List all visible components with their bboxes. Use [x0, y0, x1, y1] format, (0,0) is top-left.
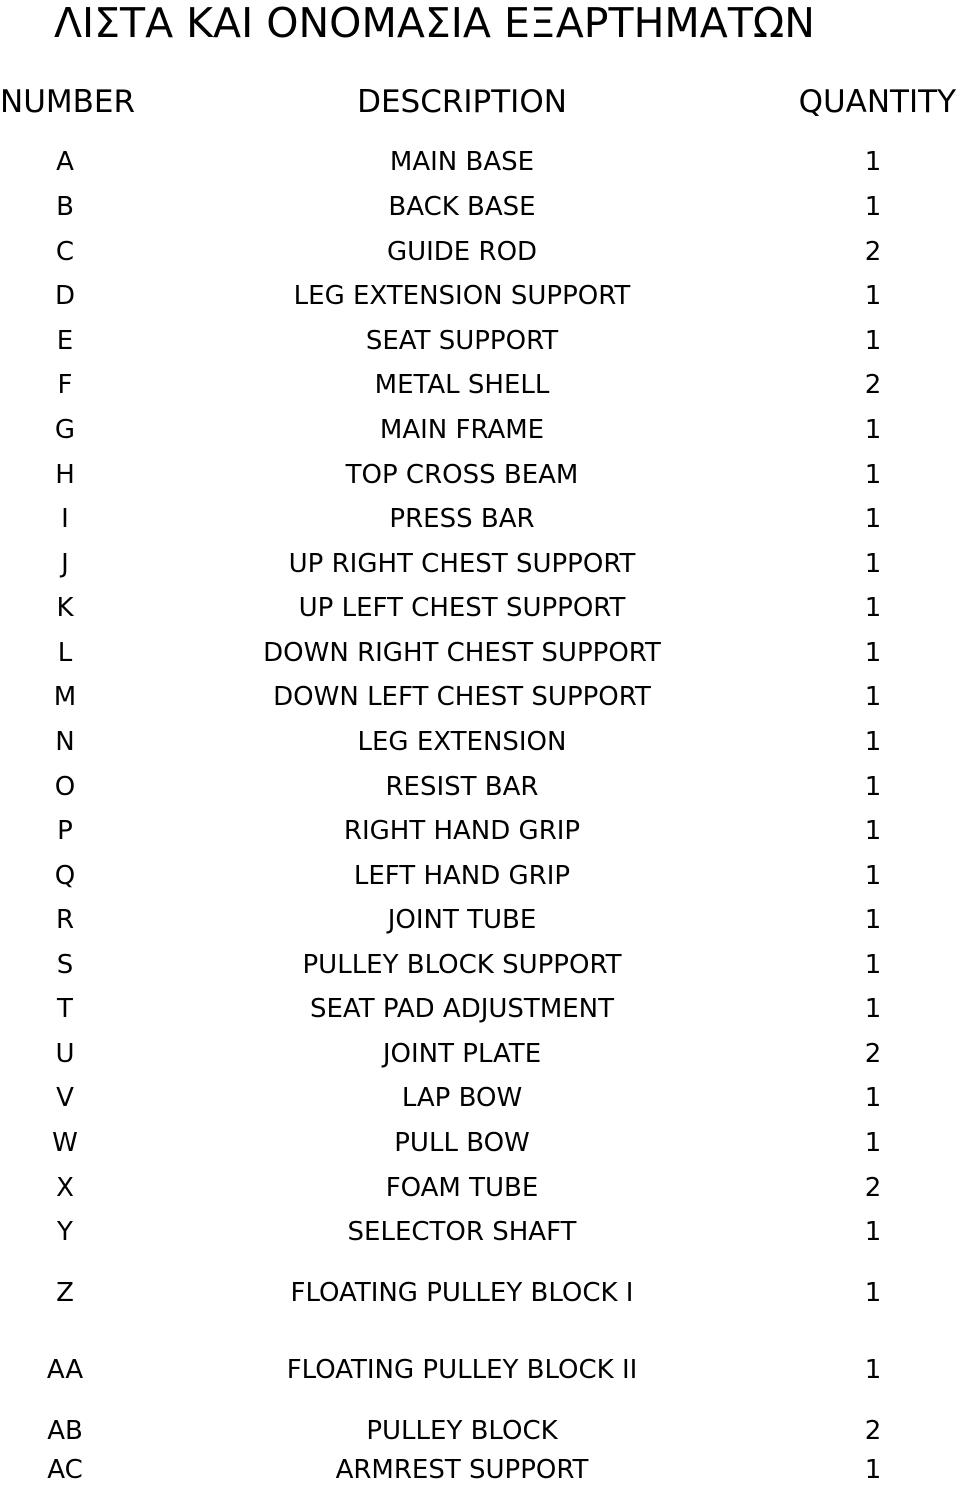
- part-quantity: 1: [864, 415, 882, 445]
- table-row: [0, 144, 960, 180]
- part-number: F: [57, 370, 73, 400]
- part-number: B: [56, 192, 74, 222]
- part-description: FOAM TUBE: [385, 1173, 539, 1203]
- table-row: [0, 1452, 960, 1488]
- table-row: [0, 813, 960, 849]
- part-number: AB: [47, 1416, 83, 1446]
- part-description: MAIN BASE: [389, 147, 535, 177]
- column-header-number: NUMBER: [0, 84, 136, 120]
- part-description: FLOATING PULLEY BLOCK II: [286, 1355, 638, 1385]
- part-description: UP RIGHT CHEST SUPPORT: [288, 549, 636, 579]
- part-description: SELECTOR SHAFT: [347, 1217, 577, 1247]
- part-quantity: 1: [864, 593, 882, 623]
- part-description: FLOATING PULLEY BLOCK I: [290, 1278, 634, 1308]
- part-number: P: [57, 816, 73, 846]
- part-number: N: [55, 727, 75, 757]
- part-number: K: [56, 593, 74, 623]
- part-number: U: [55, 1039, 75, 1069]
- part-quantity: 1: [864, 1128, 882, 1158]
- part-quantity: 1: [864, 1217, 882, 1247]
- table-row: [0, 1080, 960, 1116]
- table-row: [0, 724, 960, 760]
- part-number: O: [54, 772, 76, 802]
- part-quantity: 1: [864, 861, 882, 891]
- part-description: LEFT HAND GRIP: [353, 861, 571, 891]
- part-quantity: 1: [864, 1278, 882, 1308]
- table-row: [0, 947, 960, 983]
- part-description: RESIST BAR: [385, 772, 539, 802]
- part-number: I: [61, 504, 69, 534]
- table-row: [0, 1036, 960, 1072]
- part-description: LAP BOW: [401, 1083, 523, 1113]
- part-quantity: 1: [864, 460, 882, 490]
- part-number: R: [55, 905, 75, 935]
- table-row: [0, 234, 960, 270]
- part-quantity: 1: [864, 1083, 882, 1113]
- part-description: UP LEFT CHEST SUPPORT: [298, 593, 626, 623]
- part-number: Q: [54, 861, 76, 891]
- table-row: [0, 1275, 960, 1311]
- part-quantity: 1: [864, 994, 882, 1024]
- table-row: [0, 590, 960, 626]
- table-row: [0, 1170, 960, 1206]
- part-description: ARMREST SUPPORT: [335, 1455, 589, 1485]
- part-quantity: 1: [864, 549, 882, 579]
- part-description: JOINT PLATE: [382, 1039, 542, 1069]
- table-row: [0, 1125, 960, 1161]
- table-row: [0, 769, 960, 805]
- table-row: [0, 635, 960, 671]
- part-quantity: 1: [864, 192, 882, 222]
- part-description: PULLEY BLOCK SUPPORT: [302, 950, 622, 980]
- part-description: JOINT TUBE: [387, 905, 537, 935]
- table-row: [0, 278, 960, 314]
- column-header-description: DESCRIPTION: [357, 84, 567, 120]
- part-description: SEAT PAD ADJUSTMENT: [309, 994, 615, 1024]
- part-description: MAIN FRAME: [379, 415, 545, 445]
- table-row: [0, 1214, 960, 1250]
- part-quantity: 1: [864, 905, 882, 935]
- table-row: [0, 991, 960, 1027]
- table-row: [0, 367, 960, 403]
- part-description: METAL SHELL: [374, 370, 550, 400]
- part-number: D: [54, 281, 76, 311]
- table-row: [0, 501, 960, 537]
- column-header-quantity: QUANTITY: [798, 84, 956, 120]
- part-quantity: 2: [864, 237, 882, 267]
- part-number: T: [57, 994, 73, 1024]
- part-description: GUIDE ROD: [386, 237, 538, 267]
- part-quantity: 1: [864, 326, 882, 356]
- part-number: X: [56, 1173, 74, 1203]
- part-number: A: [56, 147, 74, 177]
- part-description: LEG EXTENSION SUPPORT: [293, 281, 631, 311]
- part-number: E: [56, 326, 74, 356]
- part-number: AC: [47, 1455, 83, 1485]
- part-description: DOWN LEFT CHEST SUPPORT: [273, 682, 651, 712]
- table-row: [0, 412, 960, 448]
- table-row: [0, 323, 960, 359]
- part-number: H: [55, 460, 75, 490]
- part-description: LEG EXTENSION: [357, 727, 567, 757]
- part-number: Z: [56, 1278, 74, 1308]
- table-row: [0, 902, 960, 938]
- part-quantity: 1: [864, 504, 882, 534]
- part-number: S: [56, 950, 74, 980]
- part-description: RIGHT HAND GRIP: [343, 816, 581, 846]
- part-quantity: 2: [864, 1039, 882, 1069]
- table-header: [0, 82, 960, 122]
- table-row: [0, 189, 960, 225]
- table-row: [0, 858, 960, 894]
- table-row: [0, 679, 960, 715]
- part-quantity: 1: [864, 950, 882, 980]
- part-description: BACK BASE: [388, 192, 536, 222]
- part-quantity: 1: [864, 147, 882, 177]
- part-number: M: [53, 682, 77, 712]
- part-description: PULL BOW: [394, 1128, 530, 1158]
- part-number: AA: [46, 1355, 84, 1385]
- part-number: J: [61, 549, 69, 579]
- part-description: TOP CROSS BEAM: [345, 460, 579, 490]
- part-quantity: 1: [864, 1455, 882, 1485]
- page-title: ΛΙΣΤΑ ΚΑΙ ΟΝΟΜΑΣΙΑ ΕΞΑΡΤΗΜΑΤΩΝ: [54, 0, 815, 47]
- part-number: C: [55, 237, 75, 267]
- part-number: G: [54, 415, 76, 445]
- part-number: V: [56, 1083, 74, 1113]
- part-quantity: 1: [864, 638, 882, 668]
- part-quantity: 1: [864, 816, 882, 846]
- part-quantity: 1: [864, 727, 882, 757]
- part-quantity: 2: [864, 1173, 882, 1203]
- part-quantity: 2: [864, 1416, 882, 1446]
- part-description: SEAT SUPPORT: [365, 326, 559, 356]
- part-number: L: [57, 638, 73, 668]
- part-quantity: 1: [864, 772, 882, 802]
- part-description: PULLEY BLOCK: [366, 1416, 558, 1446]
- part-quantity: 1: [864, 1355, 882, 1385]
- part-quantity: 2: [864, 370, 882, 400]
- table-row: [0, 1352, 960, 1388]
- table-row: [0, 457, 960, 493]
- part-number: Y: [57, 1217, 73, 1247]
- part-description: PRESS BAR: [389, 504, 535, 534]
- part-quantity: 1: [864, 281, 882, 311]
- part-quantity: 1: [864, 682, 882, 712]
- part-description: DOWN RIGHT CHEST SUPPORT: [263, 638, 661, 668]
- table-row: [0, 1413, 960, 1449]
- part-number: W: [52, 1128, 78, 1158]
- table-row: [0, 546, 960, 582]
